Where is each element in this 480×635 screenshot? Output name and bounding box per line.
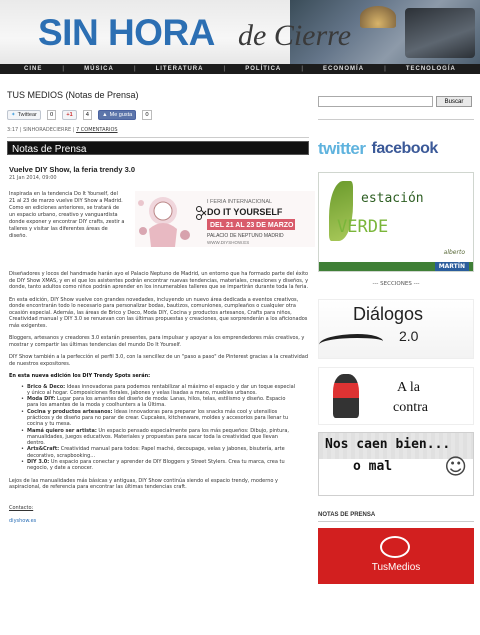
list-item-term: Cocina y productos artesanos:: [27, 408, 113, 415]
list-item: [27, 428, 297, 447]
nav-separator: |: [301, 66, 303, 72]
lamp-image: [360, 6, 396, 28]
nav-separator: |: [62, 66, 65, 72]
tusmedios-banner[interactable]: [318, 528, 474, 584]
gplus-label: +1: [66, 112, 73, 118]
list-item-term: Moda DIY:: [27, 396, 56, 403]
poster-line-4: PALACIO DE NEPTUNO MADRID: [207, 233, 284, 239]
poster-line-1: I FERIA INTERNACIONAL: [207, 199, 273, 205]
twitter-bird-icon: ✦: [11, 112, 16, 118]
list-item: [27, 446, 297, 459]
poster-line-2: DO IT YOURSELF: [207, 207, 283, 217]
estacion-author: alberto: [443, 249, 465, 256]
list-item-text: Un espacio pensado especialmente para los más pequeños: Dibujo, pintura, manualidades, juegos educativos. Materiales y propuestas para sacar toda la creatividad que llevan dentro.: [27, 427, 289, 447]
paragraph-1: Diseñadores y locos del handmade harán ayo el Palacio Neptuno de Madrid, un entorno que ha formado parte del éxito de DIY Show XMAS, y en el que los asistentes podrán encontrar nuevas tendencias, materiales, creaciones y diseños, y donde, tanto adultos como niños podrán aprender en los innumerables talleres que se impartirán durante toda la feria.: [9, 271, 309, 290]
sidebar: [318, 96, 474, 584]
estacion-line-2: VERDE: [337, 217, 389, 237]
nav-item-tecnologia[interactable]: TECNOLOGÍA: [405, 66, 456, 72]
facebook-link[interactable]: facebook: [371, 140, 438, 157]
typewriter-image: [405, 8, 475, 58]
diy-show-poster: [135, 191, 315, 247]
site-header: [0, 0, 480, 64]
gplus-button[interactable]: [62, 110, 76, 120]
list-heading-text: En esta nueva edición los DIY Trendy Spots serán:: [9, 373, 151, 379]
article-date: 21 Jan 2014, 09:00: [9, 175, 57, 181]
page-title: TUS MEDIOS (Notas de Prensa): [7, 90, 139, 100]
tusmedios-name: TusMedios: [371, 562, 421, 573]
caen-line-2: o mal: [353, 459, 393, 474]
list-item: [27, 396, 297, 409]
dialogos-number: 2.0: [399, 328, 419, 344]
list-item-text: Un espacio para conectar y aprender de DIY Bloggers y Street Stylers. Crea tu marca, crea tu negocio, y date a conocer.: [27, 459, 285, 472]
search-input[interactable]: [318, 96, 433, 107]
estacion-verde-banner[interactable]: [318, 172, 474, 272]
theater-masks-icon: ☺: [444, 455, 467, 480]
article: [7, 165, 309, 524]
list-item: [27, 409, 297, 428]
tweet-button[interactable]: [7, 110, 41, 120]
article-intro: [9, 191, 309, 265]
list-item-text: Ideas innovadoras para podemos rentabilizar al máximo el espacio y dar un toque especial y único al hogar. Composiciones florales, jabones y velas lisadas a mano, muebles urbanos.: [27, 383, 296, 396]
estacion-line-1: estación: [361, 191, 424, 206]
site-title[interactable]: SIN HORA: [38, 12, 215, 53]
list-item-text: Ideas innovadoras para preparar los snacks más cool y utensilios prácticos y de diseño para no parar de crear. Cupcakes, kitchenware, moldes y accesorios para llenar tu cocina y tu mesa.: [27, 408, 289, 428]
list-item-text: Lugar para los amantes del diseño de moda: Lanas, hilos, telas, estilismo y diseño. Espacio para los amantes de la moda y coolhunters a la Última.: [27, 396, 286, 409]
fb-like-label: Me gusta: [109, 112, 133, 118]
top-navigation: [0, 64, 480, 74]
estacion-brand: MARTÍN: [435, 262, 469, 271]
list-item-text: Creatividad manual para todos: Papel maché, decoupage, velas y jabones, bisutería, arte decorativo, scrapbooking...: [27, 446, 285, 459]
a-la-contra-banner[interactable]: [318, 367, 474, 425]
post-time: 3:17: [7, 127, 19, 133]
trendy-spots-list: [9, 384, 297, 472]
list-item-term: Mamá quiero ser artista:: [27, 427, 97, 434]
search-button[interactable]: Buscar: [436, 96, 472, 107]
paragraph-2: En esta edición, DIY Show vuelve con grandes novedades, incluyendo un nuevo área dedicada a eventos creativos, donde encontrarán todo lo necesario para personalizar bodas, bautizos, comuniones, cumpleaños o cualquier otra ocasión especial. Además, las áreas de Brico y Deco, Moda DIY, Cocina y productos artesanos, Crafts para niños, Creatividad manual y DIY 3.0 se renuevan con las últimas propuestas y creaciones, que sorprenderán a los aficionados más exigentes.: [9, 296, 308, 329]
nav-item-literatura[interactable]: LITERATURA: [155, 66, 204, 72]
poster-line-5: WWW.DIYSHOW.ES: [207, 240, 250, 245]
intro-text: Inspirada en la tendencia Do It Yourself, del 21 al 23 de marzo vuelve DIY Show a Madrid. Como en ediciones anteriores, se tratará de un espacio urbano, creativo y vanguardista donde exponer y encontrar DIY crafts, zestir a talleres y visitar las diferentes áreas de diseño.: [9, 191, 125, 239]
nav-item-musica[interactable]: MÚSICA: [84, 66, 114, 72]
main-column: [7, 90, 309, 524]
divider: [318, 119, 474, 120]
list-item: [27, 459, 297, 472]
comments-link[interactable]: 7 COMENTARIOS: [76, 127, 118, 133]
nav-separator: |: [223, 66, 226, 72]
list-item-term: Brico & Deco:: [27, 383, 66, 390]
post-meta: 3:17 | SINHORADECIERRE | 7 COMENTARIOS: [7, 127, 309, 138]
list-item-term: Arts&Craft:: [27, 446, 60, 453]
caen-line-1: Nos caen bien...: [325, 437, 451, 452]
post-author[interactable]: SINHORADECIERRE: [23, 127, 72, 133]
contra-line-1: A la: [397, 380, 420, 395]
share-bar: [7, 108, 309, 122]
nav-item-economia[interactable]: ECONOMÍA: [323, 66, 365, 72]
nos-caen-bien-banner[interactable]: [318, 432, 474, 496]
tweet-count: 0: [47, 110, 57, 120]
site-title-script[interactable]: de Cierre: [238, 19, 352, 52]
facebook-like-button[interactable]: [98, 110, 136, 120]
person-figure-icon: [333, 374, 359, 418]
list-item: [27, 384, 297, 397]
contra-line-2: contra: [393, 400, 428, 415]
fb-like-count: 0: [142, 110, 152, 120]
section-heading: Notas de Prensa: [7, 141, 309, 155]
sections-heading: --- SECCIONES ---: [372, 281, 420, 287]
notas-de-prensa-heading: NOTAS DE PRENSA: [318, 512, 474, 522]
nav-separator: |: [133, 66, 136, 72]
twitter-link[interactable]: twitter: [318, 139, 366, 158]
paragraph-5: Lejos de las manualidades más básicas y antiguas, DIY Show continúa siendo el espacio trendy, moderno y aspiracional, de referencia para encontrar las últimas tendencias craft.: [9, 477, 278, 491]
list-item-term: DIY 3.0:: [27, 459, 50, 466]
gplus-count: 4: [83, 110, 93, 120]
nav-item-politica[interactable]: POLÍTICA: [245, 66, 282, 72]
contact-link[interactable]: diyshow.es: [9, 517, 37, 524]
dialogos-title: Diálogos: [353, 304, 424, 324]
poster-line-3: DEL 21 AL 23 DE MARZO: [210, 222, 294, 229]
nav-item-cine[interactable]: CINE: [24, 66, 43, 72]
paragraph-3: Bloggers, artesanos y creadores 3.0 estarán presentes, para impulsar y apoyar a los emprendedores más creativos, y mostrar y compartir las últimas tendencias del mundo Do It Yourself.: [9, 335, 305, 348]
thumbs-up-icon: ▲: [102, 112, 108, 118]
search-form: [318, 96, 474, 107]
article-title[interactable]: Vuelve DIY Show, la feria trendy 3.0: [9, 165, 136, 174]
tweet-label: Twittear: [17, 112, 37, 118]
paragraph-4: DIY Show también a la perfección el perfil 3.0, con la sencillez de un "paso a paso" de Pinterest gracias a la creatividad de nuestros expositores.: [9, 354, 309, 367]
list-heading: [9, 373, 309, 380]
nav-separator: |: [384, 66, 386, 72]
dialogos-section-banner[interactable]: [318, 299, 474, 359]
tusmedios-logo-icon: [380, 536, 410, 558]
social-links-banner: [318, 134, 474, 164]
contact-label: Contacto:: [9, 504, 34, 511]
cable-icon: [319, 334, 383, 352]
